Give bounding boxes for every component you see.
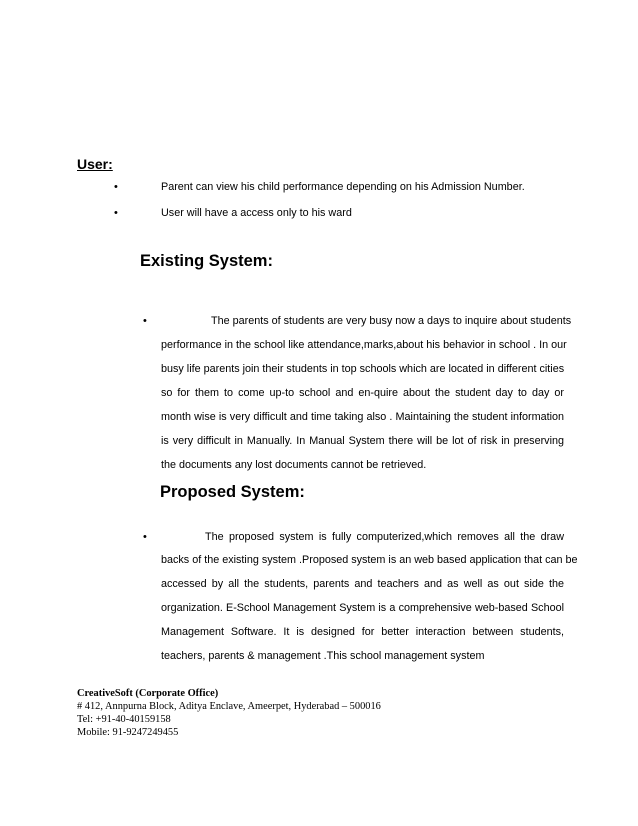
proposed-system-line: backs of the existing system .Proposed system is an web based application that can be [161, 554, 578, 566]
existing-system-line: the documents any lost documents cannot be retrieved. [161, 459, 427, 471]
bullet-marker: • [114, 207, 118, 219]
footer-address: # 412, Annpurna Block, Aditya Enclave, Ameerpet, Hyderabad – 500016 [77, 701, 381, 712]
footer-tel: Tel: +91-40-40159158 [77, 714, 171, 725]
user-bullet-text: User will have a access only to his ward [161, 207, 352, 219]
existing-system-line: so for them to come up-to school and en-quire about the student day to day or [161, 387, 564, 399]
proposed-system-line: Management Software. It is designed for better interaction between students, [161, 626, 564, 638]
footer-company-name: CreativeSoft (Corporate Office) [77, 688, 219, 699]
existing-system-line: month wise is very difficult and time taking also . Maintaining the student information [161, 411, 564, 423]
proposed-system-line: The proposed system is fully computerized,which removes all the draw [205, 531, 564, 543]
bullet-marker: • [143, 315, 147, 327]
footer-mobile: Mobile: 91-9247249455 [77, 727, 179, 738]
user-heading: User: [77, 156, 113, 172]
existing-system-heading: Existing System: [140, 252, 273, 270]
bullet-marker: • [143, 531, 147, 543]
existing-system-line: The parents of students are very busy now a days to inquire about students [211, 315, 572, 327]
proposed-system-line: accessed by all the students, parents and teachers and as well as out side the [161, 578, 564, 590]
existing-system-line: is very difficult in Manually. In Manual System there will be lot of risk in preserving [161, 435, 564, 447]
proposed-system-line: teachers, parents & management .This school management system [161, 650, 485, 662]
proposed-system-heading: Proposed System: [160, 483, 305, 501]
existing-system-line: busy life parents join their students in top schools which are located in different cities [161, 363, 565, 375]
bullet-marker: • [114, 181, 118, 193]
proposed-system-line: organization. E-School Management System is a comprehensive web-based School [161, 602, 564, 614]
user-bullet-text: Parent can view his child performance depending on his Admission Number. [161, 181, 525, 193]
existing-system-line: performance in the school like attendance,marks,about his behavior in school . In our [161, 339, 567, 351]
